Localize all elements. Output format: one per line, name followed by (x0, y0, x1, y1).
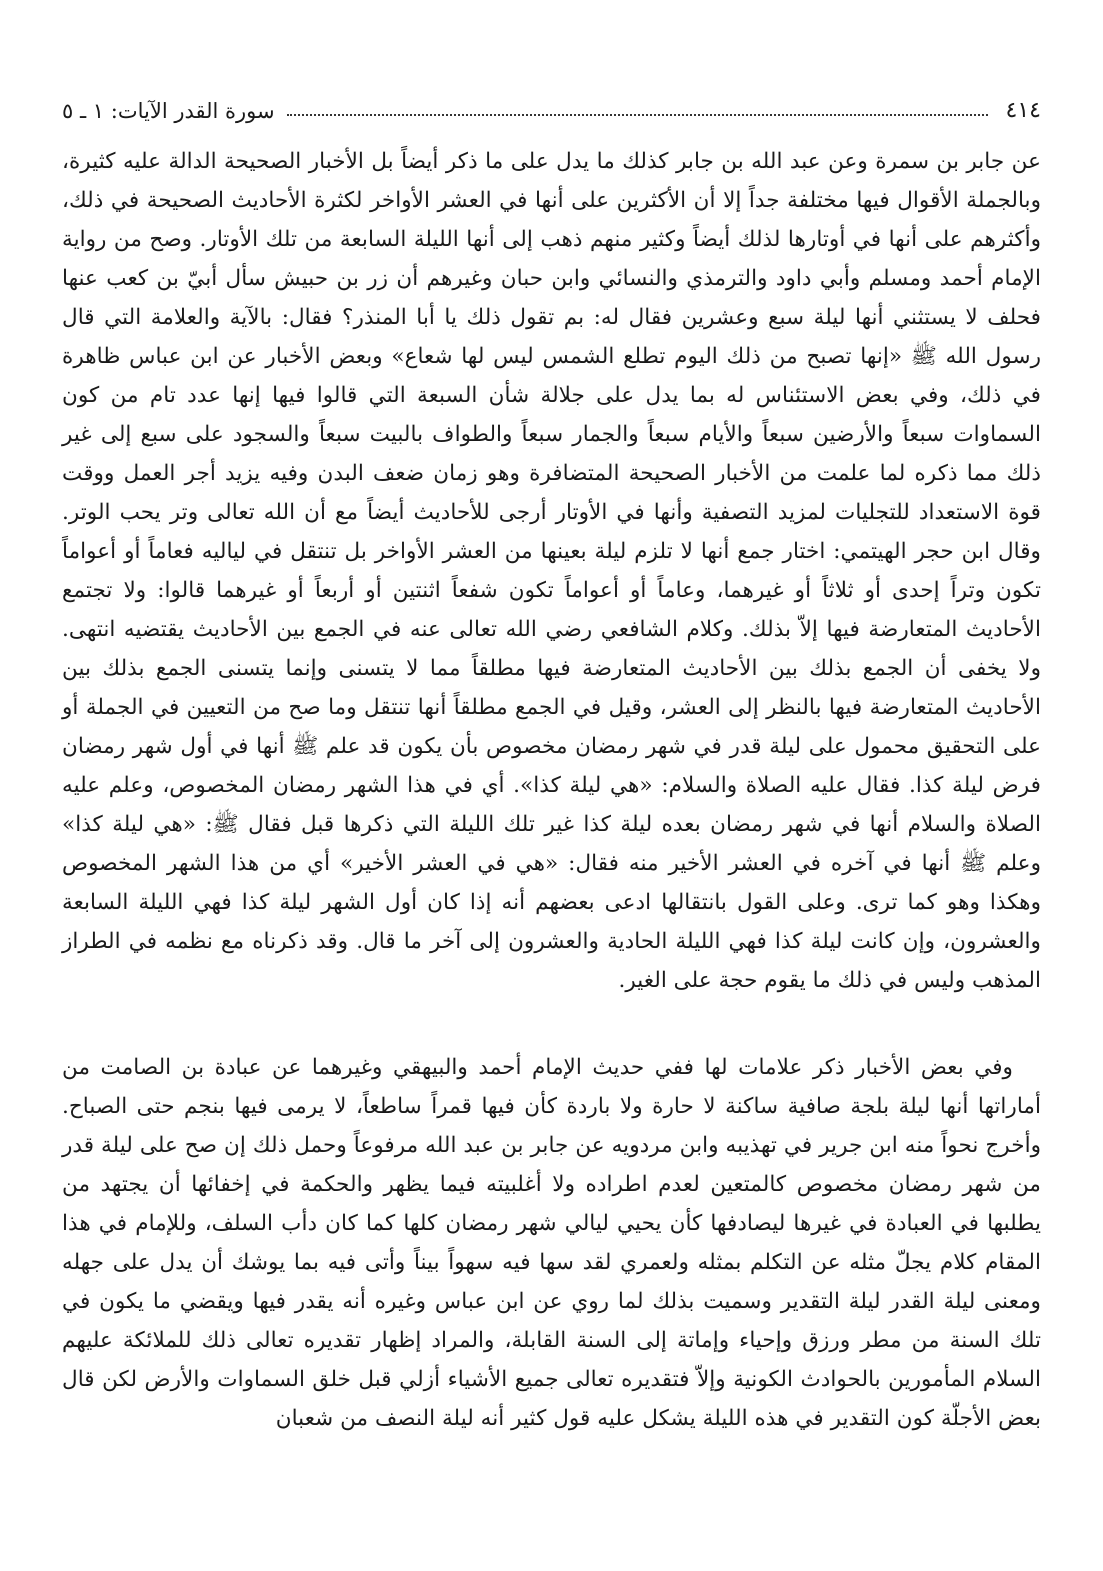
main-text (62, 142, 1041, 1438)
paragraph-2: وفي بعض الأخبار ذكر علامات لها ففي حديث الإمام أحمد والبيهقي وغيرهما عن عبادة بن الصامت من أماراتها أنها ليلة بلجة صافية ساكنة لا حارة ولا باردة كأن فيها قمراً ساطعاً، لا يرمى فيها بنجم حتى الصباح. وأخرج نحواً منه ابن جرير في تهذيبه وابن مردويه عن جابر بن عبد الله مرفوعاً وحمل ذلك إن صح على ليلة قدر من شهر رمضان مخصوص كالمتعين لعدم اطراده ولا أغلبيته فيما يظهر والحكمة في إخفائها أن يجتهد من يطلبها في العبادة في غيرها ليصادفها كأن يحيي ليالي شهر رمضان كلها كما كان دأب السلف، وللإمام في هذا المقام كلام يجلّ مثله عن التكلم بمثله ولعمري لقد سها فيه سهواً بيناً وأتى فيه بما يوشك أن يدل على جهله ومعنى ليلة القدر ليلة التقدير وسميت بذلك لما روي عن ابن عباس وغيره أنه يقدر فيها ويقضي ما يكون في تلك السنة من مطر ورزق وإحياء وإماتة إلى السنة القابلة، والمراد إظهار تقديره تعالى ذلك للملائكة عليهم السلام المأمورين بالحوادث الكونية وإلاّ فتقديره تعالى جميع الأشياء أزلي قبل خلق السماوات والأرض لكن قال بعض الأجلّة كون التقدير في هذه الليلة يشكل عليه قول كثير أنه ليلة النصف من شعبان (62, 1055, 1041, 1431)
paragraph-1: عن جابر بن سمرة وعن عبد الله بن جابر كذلك ما يدل على ما ذكر أيضاً بل الأخبار الصحيحة الدالة عليه كثيرة، وبالجملة الأقوال فيها مختلفة جداً إلا أن الأكثرين على أنها في العشر الأواخر لكثرة الأحاديث الصحيحة في ذلك، وأكثرهم على أنها في أوتارها لذلك أيضاً وكثير منهم ذهب إلى أنها الليلة السابعة من تلك الأوتار. وصح من رواية الإمام أحمد ومسلم وأبي داود والترمذي والنسائي وابن حبان وغيرهم أن زر بن حبيش سأل أبيّ بن كعب عنها فحلف لا يستثني أنها ليلة سبع وعشرين فقال له: بم تقول ذلك يا أبا المنذر؟ فقال: بالآية والعلامة التي قال رسول الله ﷺ «إنها تصبح من ذلك اليوم تطلع الشمس ليس لها شعاع» وبعض الأخبار عن ابن عباس ظاهرة في ذلك، وفي بعض الاستئناس له بما يدل على جلالة شأن السبعة التي قالوا فيها إنها عدد تام من كون السماوات سبعاً والأرضين سبعاً والأيام سبعاً والجمار سبعاً والطواف بالبيت سبعاً والسجود على سبع إلى غير ذلك مما ذكره لما علمت من الأخبار الصحيحة المتضافرة وهو زمان ضعف البدن وفيه يزيد أجر العمل ووقت قوة الاستعداد للتجليات لمزيد التصفية وأنها في الأوتار أرجى للأحاديث أيضاً مع أن الله تعالى وتر يحب الوتر. وقال ابن حجر الهيتمي: اختار جمع أنها لا تلزم ليلة بعينها من العشر الأواخر بل تنتقل في لياليه فعاماً أو أعواماً تكون وتراً إحدى أو ثلاثاً أو غيرهما، وعاماً أو أعواماً تكون شفعاً اثنتين أو أربعاً أو غيرهما قالوا: ولا تجتمع الأحاديث المتعارضة فيها إلاّ بذلك. وكلام الشافعي رضي الله تعالى عنه في الجمع بين الأحاديث يقتضيه انتهى. ولا يخفى أن الجمع بذلك بين الأحاديث المتعارضة فيها مطلقاً مما لا يتسنى وإنما يتسنى الجمع بذلك بين الأحاديث المتعارضة فيها بالنظر إلى العشر، وقيل في الجمع مطلقاً أنها تنتقل وما صح من التعيين في الجملة أو على التحقيق محمول على ليلة قدر في شهر رمضان مخصوص بأن يكون قد علم ﷺ أنها في أول شهر رمضان فرض ليلة كذا. فقال عليه الصلاة والسلام: «هي ليلة كذا». أي في هذا الشهر رمضان المخصوص، وعلم عليه الصلاة والسلام أنها في شهر رمضان بعده ليلة كذا غير تلك الليلة التي ذكرها قبل فقال ﷺ: «هي ليلة كذا» وعلم ﷺ أنها في آخره في العشر الأخير منه فقال: «هي في العشر الأخير» أي من هذا الشهر المخصوص وهكذا وهو كما ترى. وعلى القول بانتقالها ادعى بعضهم أنه إذا كان أول الشهر ليلة كذا فهي الليلة السابعة والعشرون، وإن كانت ليلة كذا فهي الليلة الحادية والعشرون إلى آخر ما قال. وقد ذكرناه مع نظمه في الطراز المذهب وليس في ذلك ما يقوم حجة على الغير. (62, 149, 1041, 993)
page-number: ٤١٤ (1005, 98, 1041, 123)
dotted-leader (287, 114, 988, 116)
running-title: سورة القدر الآيات: ١ ـ ٥ (62, 99, 275, 123)
running-header (62, 88, 1041, 122)
